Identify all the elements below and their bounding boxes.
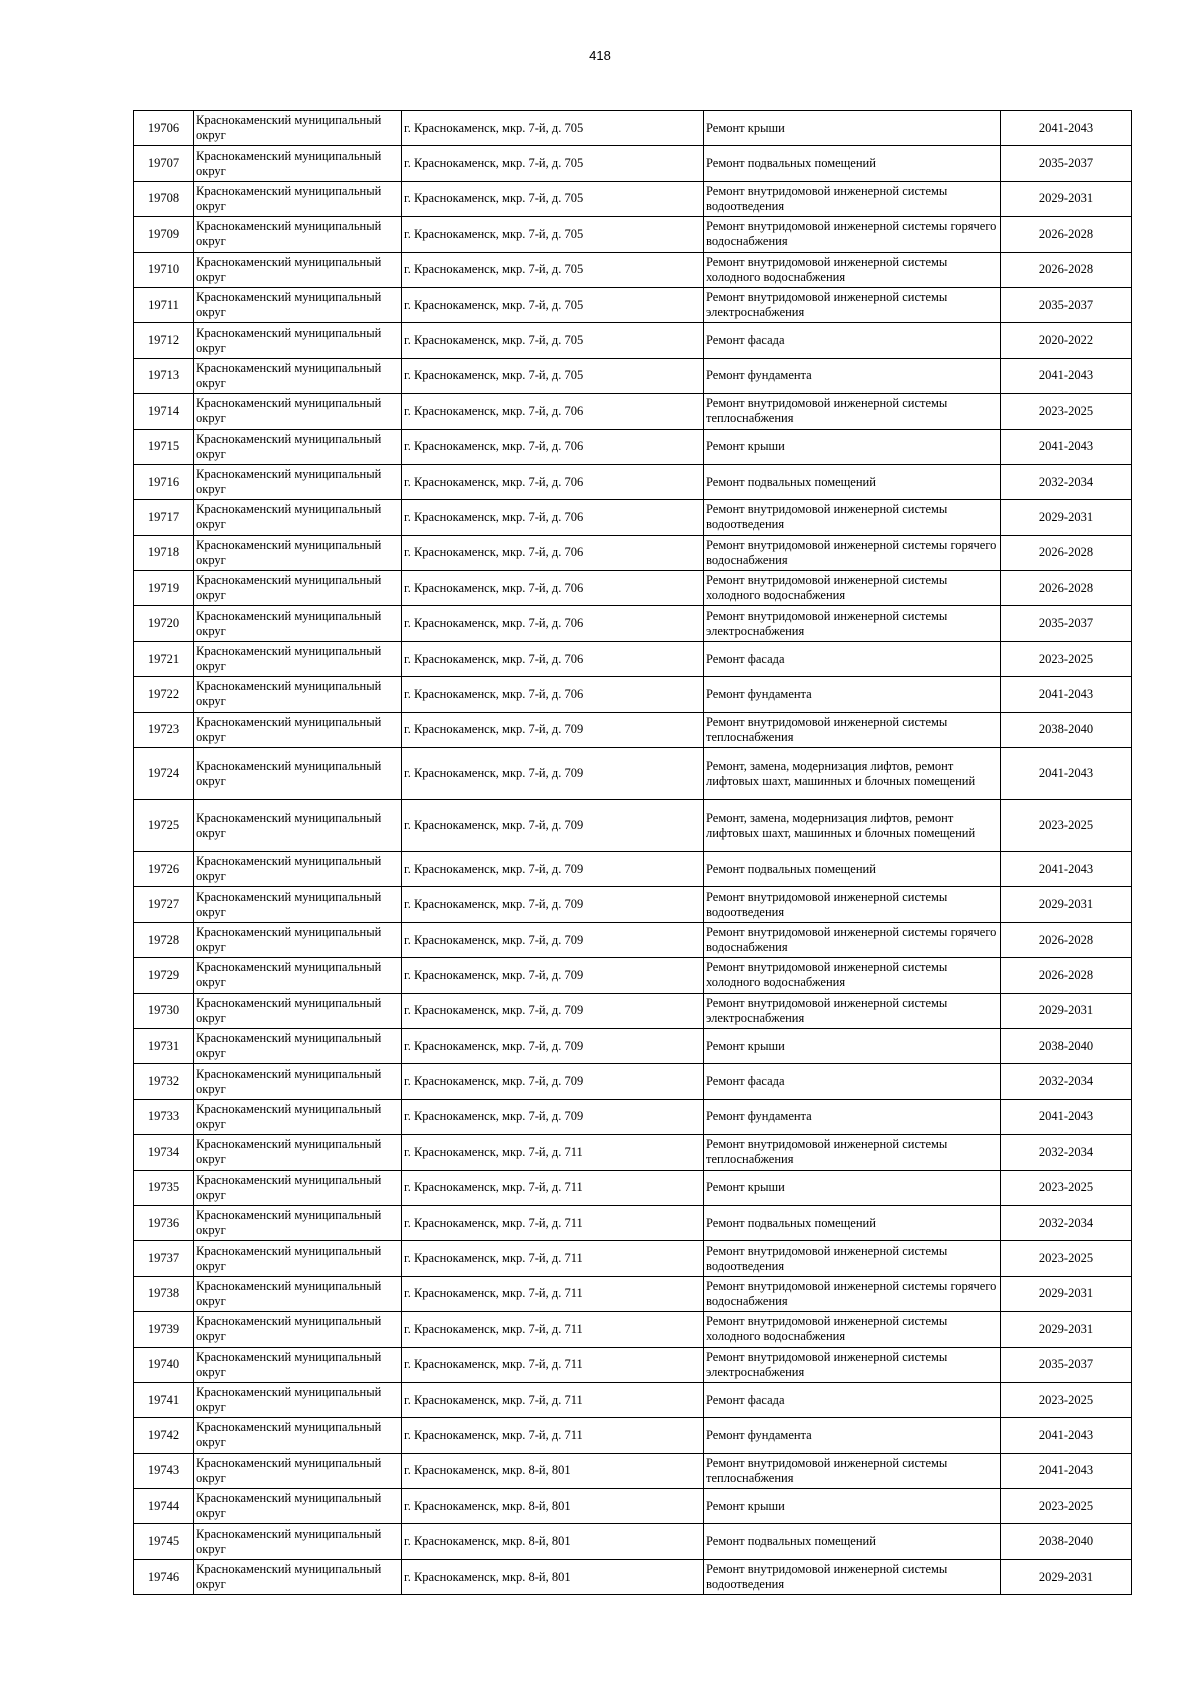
row-number-cell: 19706 <box>134 111 194 146</box>
row-number-cell: 19714 <box>134 394 194 429</box>
row-number-cell: 19732 <box>134 1064 194 1099</box>
row-number-cell: 19742 <box>134 1418 194 1453</box>
work-type-cell: Ремонт внутридомовой инженерной системы водоотведения <box>704 181 1001 216</box>
municipality-cell: Краснокаменский муниципальный округ <box>194 111 402 146</box>
municipality-cell: Краснокаменский муниципальный округ <box>194 748 402 800</box>
address-cell: г. Краснокаменск, мкр. 7-й, д. 706 <box>402 394 704 429</box>
address-cell: г. Краснокаменск, мкр. 7-й, д. 709 <box>402 712 704 747</box>
address-cell: г. Краснокаменск, мкр. 7-й, д. 706 <box>402 500 704 535</box>
row-number-cell: 19720 <box>134 606 194 641</box>
municipality-cell: Краснокаменский муниципальный округ <box>194 887 402 922</box>
municipality-cell: Краснокаменский муниципальный округ <box>194 252 402 287</box>
row-number-cell: 19727 <box>134 887 194 922</box>
period-cell: 2041-2043 <box>1001 852 1132 887</box>
address-cell: г. Краснокаменск, мкр. 7-й, д. 706 <box>402 641 704 676</box>
municipality-cell: Краснокаменский муниципальный округ <box>194 323 402 358</box>
work-type-cell: Ремонт внутридомовой инженерной системы горячего водоснабжения <box>704 217 1001 252</box>
row-number-cell: 19717 <box>134 500 194 535</box>
table-row <box>134 535 1132 570</box>
municipality-cell: Краснокаменский муниципальный округ <box>194 1418 402 1453</box>
period-cell: 2023-2025 <box>1001 1170 1132 1205</box>
period-cell: 2023-2025 <box>1001 1241 1132 1276</box>
address-cell: г. Краснокаменск, мкр. 7-й, д. 711 <box>402 1276 704 1311</box>
row-number-cell: 19744 <box>134 1489 194 1524</box>
row-number-cell: 19721 <box>134 641 194 676</box>
row-number-cell: 19738 <box>134 1276 194 1311</box>
period-cell: 2041-2043 <box>1001 1099 1132 1134</box>
municipality-cell: Краснокаменский муниципальный округ <box>194 922 402 957</box>
work-type-cell: Ремонт фундамента <box>704 677 1001 712</box>
table-row <box>134 500 1132 535</box>
work-type-cell: Ремонт внутридомовой инженерной системы водоотведения <box>704 500 1001 535</box>
municipality-cell: Краснокаменский муниципальный округ <box>194 852 402 887</box>
work-type-cell: Ремонт подвальных помещений <box>704 1205 1001 1240</box>
municipality-cell: Краснокаменский муниципальный округ <box>194 1489 402 1524</box>
table-row <box>134 958 1132 993</box>
period-cell: 2023-2025 <box>1001 1382 1132 1417</box>
period-cell: 2038-2040 <box>1001 1524 1132 1559</box>
work-type-cell: Ремонт внутридомовой инженерной системы теплоснабжения <box>704 394 1001 429</box>
municipality-cell: Краснокаменский муниципальный округ <box>194 712 402 747</box>
work-type-cell: Ремонт внутридомовой инженерной системы электроснабжения <box>704 606 1001 641</box>
municipality-cell: Краснокаменский муниципальный округ <box>194 1453 402 1488</box>
work-type-cell: Ремонт крыши <box>704 429 1001 464</box>
row-number-cell: 19711 <box>134 287 194 322</box>
period-cell: 2038-2040 <box>1001 712 1132 747</box>
row-number-cell: 19725 <box>134 800 194 852</box>
work-type-cell: Ремонт фундамента <box>704 1418 1001 1453</box>
table-row <box>134 1347 1132 1382</box>
period-cell: 2023-2025 <box>1001 394 1132 429</box>
row-number-cell: 19745 <box>134 1524 194 1559</box>
table-row <box>134 358 1132 393</box>
work-type-cell: Ремонт внутридомовой инженерной системы теплоснабжения <box>704 1453 1001 1488</box>
work-type-cell: Ремонт внутридомовой инженерной системы теплоснабжения <box>704 712 1001 747</box>
municipality-cell: Краснокаменский муниципальный округ <box>194 429 402 464</box>
work-type-cell: Ремонт, замена, модернизация лифтов, ремонт лифтовых шахт, машинных и блочных помещений <box>704 748 1001 800</box>
work-type-cell: Ремонт подвальных помещений <box>704 1524 1001 1559</box>
period-cell: 2041-2043 <box>1001 1418 1132 1453</box>
period-cell: 2026-2028 <box>1001 958 1132 993</box>
table-row <box>134 217 1132 252</box>
municipality-cell: Краснокаменский муниципальный округ <box>194 464 402 499</box>
table-body <box>134 111 1132 1595</box>
row-number-cell: 19716 <box>134 464 194 499</box>
work-type-cell: Ремонт внутридомовой инженерной системы горячего водоснабжения <box>704 1276 1001 1311</box>
address-cell: г. Краснокаменск, мкр. 7-й, д. 705 <box>402 323 704 358</box>
table-row <box>134 1382 1132 1417</box>
address-cell: г. Краснокаменск, мкр. 7-й, д. 711 <box>402 1312 704 1347</box>
work-type-cell: Ремонт внутридомовой инженерной системы электроснабжения <box>704 1347 1001 1382</box>
period-cell: 2029-2031 <box>1001 1276 1132 1311</box>
municipality-cell: Краснокаменский муниципальный округ <box>194 1099 402 1134</box>
row-number-cell: 19737 <box>134 1241 194 1276</box>
period-cell: 2026-2028 <box>1001 571 1132 606</box>
municipality-cell: Краснокаменский муниципальный округ <box>194 1064 402 1099</box>
table-row <box>134 922 1132 957</box>
table-row <box>134 887 1132 922</box>
period-cell: 2035-2037 <box>1001 606 1132 641</box>
address-cell: г. Краснокаменск, мкр. 7-й, д. 711 <box>402 1241 704 1276</box>
address-cell: г. Краснокаменск, мкр. 7-й, д. 706 <box>402 464 704 499</box>
period-cell: 2038-2040 <box>1001 1028 1132 1063</box>
period-cell: 2041-2043 <box>1001 748 1132 800</box>
address-cell: г. Краснокаменск, мкр. 7-й, д. 705 <box>402 287 704 322</box>
municipality-cell: Краснокаменский муниципальный округ <box>194 500 402 535</box>
table-row <box>134 571 1132 606</box>
address-cell: г. Краснокаменск, мкр. 7-й, д. 709 <box>402 922 704 957</box>
row-number-cell: 19736 <box>134 1205 194 1240</box>
row-number-cell: 19723 <box>134 712 194 747</box>
table-row <box>134 1418 1132 1453</box>
period-cell: 2023-2025 <box>1001 641 1132 676</box>
work-type-cell: Ремонт подвальных помещений <box>704 852 1001 887</box>
period-cell: 2029-2031 <box>1001 993 1132 1028</box>
table-row <box>134 252 1132 287</box>
table-row <box>134 1276 1132 1311</box>
work-type-cell: Ремонт внутридомовой инженерной системы горячего водоснабжения <box>704 922 1001 957</box>
address-cell: г. Краснокаменск, мкр. 7-й, д. 709 <box>402 1028 704 1063</box>
municipality-cell: Краснокаменский муниципальный округ <box>194 1382 402 1417</box>
period-cell: 2026-2028 <box>1001 217 1132 252</box>
address-cell: г. Краснокаменск, мкр. 7-й, д. 711 <box>402 1382 704 1417</box>
municipality-cell: Краснокаменский муниципальный округ <box>194 1347 402 1382</box>
address-cell: г. Краснокаменск, мкр. 7-й, д. 705 <box>402 146 704 181</box>
municipality-cell: Краснокаменский муниципальный округ <box>194 641 402 676</box>
municipality-cell: Краснокаменский муниципальный округ <box>194 1276 402 1311</box>
work-type-cell: Ремонт внутридомовой инженерной системы холодного водоснабжения <box>704 958 1001 993</box>
municipality-cell: Краснокаменский муниципальный округ <box>194 1205 402 1240</box>
table-row <box>134 993 1132 1028</box>
period-cell: 2035-2037 <box>1001 287 1132 322</box>
address-cell: г. Краснокаменск, мкр. 8-й, 801 <box>402 1453 704 1488</box>
address-cell: г. Краснокаменск, мкр. 7-й, д. 706 <box>402 571 704 606</box>
period-cell: 2035-2037 <box>1001 1347 1132 1382</box>
municipality-cell: Краснокаменский муниципальный округ <box>194 1028 402 1063</box>
row-number-cell: 19715 <box>134 429 194 464</box>
address-cell: г. Краснокаменск, мкр. 7-й, д. 711 <box>402 1347 704 1382</box>
period-cell: 2029-2031 <box>1001 500 1132 535</box>
address-cell: г. Краснокаменск, мкр. 7-й, д. 711 <box>402 1135 704 1170</box>
work-type-cell: Ремонт крыши <box>704 1028 1001 1063</box>
address-cell: г. Краснокаменск, мкр. 7-й, д. 711 <box>402 1170 704 1205</box>
work-type-cell: Ремонт внутридомовой инженерной системы холодного водоснабжения <box>704 1312 1001 1347</box>
municipality-cell: Краснокаменский муниципальный округ <box>194 1524 402 1559</box>
row-number-cell: 19722 <box>134 677 194 712</box>
period-cell: 2020-2022 <box>1001 323 1132 358</box>
work-type-cell: Ремонт внутридомовой инженерной системы водоотведения <box>704 1559 1001 1594</box>
address-cell: г. Краснокаменск, мкр. 8-й, 801 <box>402 1559 704 1594</box>
period-cell: 2041-2043 <box>1001 429 1132 464</box>
table-row <box>134 429 1132 464</box>
work-type-cell: Ремонт фасада <box>704 641 1001 676</box>
municipality-cell: Краснокаменский муниципальный округ <box>194 1170 402 1205</box>
row-number-cell: 19739 <box>134 1312 194 1347</box>
page-number: 418 <box>589 48 611 63</box>
period-cell: 2029-2031 <box>1001 1559 1132 1594</box>
table-row <box>134 1453 1132 1488</box>
address-cell: г. Краснокаменск, мкр. 7-й, д. 711 <box>402 1205 704 1240</box>
municipality-cell: Краснокаменский муниципальный округ <box>194 1135 402 1170</box>
row-number-cell: 19746 <box>134 1559 194 1594</box>
work-type-cell: Ремонт подвальных помещений <box>704 146 1001 181</box>
municipality-cell: Краснокаменский муниципальный округ <box>194 1241 402 1276</box>
municipality-cell: Краснокаменский муниципальный округ <box>194 217 402 252</box>
row-number-cell: 19734 <box>134 1135 194 1170</box>
address-cell: г. Краснокаменск, мкр. 8-й, 801 <box>402 1524 704 1559</box>
address-cell: г. Краснокаменск, мкр. 7-й, д. 709 <box>402 748 704 800</box>
municipality-cell: Краснокаменский муниципальный округ <box>194 181 402 216</box>
address-cell: г. Краснокаменск, мкр. 7-й, д. 709 <box>402 887 704 922</box>
table-row <box>134 1028 1132 1063</box>
work-type-cell: Ремонт внутридомовой инженерной системы водоотведения <box>704 1241 1001 1276</box>
period-cell: 2041-2043 <box>1001 677 1132 712</box>
work-type-cell: Ремонт внутридомовой инженерной системы холодного водоснабжения <box>704 252 1001 287</box>
address-cell: г. Краснокаменск, мкр. 7-й, д. 709 <box>402 993 704 1028</box>
repair-schedule-table <box>133 110 1132 1595</box>
row-number-cell: 19741 <box>134 1382 194 1417</box>
row-number-cell: 19733 <box>134 1099 194 1134</box>
address-cell: г. Краснокаменск, мкр. 7-й, д. 706 <box>402 429 704 464</box>
row-number-cell: 19729 <box>134 958 194 993</box>
row-number-cell: 19712 <box>134 323 194 358</box>
work-type-cell: Ремонт внутридомовой инженерной системы теплоснабжения <box>704 1135 1001 1170</box>
period-cell: 2029-2031 <box>1001 1312 1132 1347</box>
address-cell: г. Краснокаменск, мкр. 7-й, д. 711 <box>402 1418 704 1453</box>
table-row <box>134 1489 1132 1524</box>
work-type-cell: Ремонт внутридомовой инженерной системы водоотведения <box>704 887 1001 922</box>
table-row <box>134 1170 1132 1205</box>
work-type-cell: Ремонт крыши <box>704 1489 1001 1524</box>
table-row <box>134 464 1132 499</box>
municipality-cell: Краснокаменский муниципальный округ <box>194 958 402 993</box>
period-cell: 2041-2043 <box>1001 358 1132 393</box>
address-cell: г. Краснокаменск, мкр. 7-й, д. 709 <box>402 958 704 993</box>
work-type-cell: Ремонт фасада <box>704 323 1001 358</box>
work-type-cell: Ремонт фундамента <box>704 1099 1001 1134</box>
table-row <box>134 287 1132 322</box>
row-number-cell: 19718 <box>134 535 194 570</box>
period-cell: 2026-2028 <box>1001 252 1132 287</box>
work-type-cell: Ремонт, замена, модернизация лифтов, ремонт лифтовых шахт, машинных и блочных помещений <box>704 800 1001 852</box>
table-row <box>134 1205 1132 1240</box>
period-cell: 2032-2034 <box>1001 464 1132 499</box>
table-row <box>134 852 1132 887</box>
period-cell: 2032-2034 <box>1001 1135 1132 1170</box>
work-type-cell: Ремонт фасада <box>704 1064 1001 1099</box>
municipality-cell: Краснокаменский муниципальный округ <box>194 1312 402 1347</box>
row-number-cell: 19710 <box>134 252 194 287</box>
row-number-cell: 19728 <box>134 922 194 957</box>
work-type-cell: Ремонт внутридомовой инженерной системы электроснабжения <box>704 287 1001 322</box>
municipality-cell: Краснокаменский муниципальный округ <box>194 146 402 181</box>
address-cell: г. Краснокаменск, мкр. 7-й, д. 705 <box>402 181 704 216</box>
work-type-cell: Ремонт внутридомовой инженерной системы горячего водоснабжения <box>704 535 1001 570</box>
row-number-cell: 19719 <box>134 571 194 606</box>
address-cell: г. Краснокаменск, мкр. 7-й, д. 705 <box>402 358 704 393</box>
municipality-cell: Краснокаменский муниципальный округ <box>194 571 402 606</box>
table-row <box>134 111 1132 146</box>
work-type-cell: Ремонт фасада <box>704 1382 1001 1417</box>
table-row <box>134 323 1132 358</box>
table-row <box>134 1099 1132 1134</box>
row-number-cell: 19731 <box>134 1028 194 1063</box>
table-row <box>134 146 1132 181</box>
period-cell: 2032-2034 <box>1001 1205 1132 1240</box>
municipality-cell: Краснокаменский муниципальный округ <box>194 287 402 322</box>
address-cell: г. Краснокаменск, мкр. 8-й, 801 <box>402 1489 704 1524</box>
table-row <box>134 800 1132 852</box>
address-cell: г. Краснокаменск, мкр. 7-й, д. 709 <box>402 800 704 852</box>
row-number-cell: 19713 <box>134 358 194 393</box>
period-cell: 2029-2031 <box>1001 181 1132 216</box>
period-cell: 2041-2043 <box>1001 1453 1132 1488</box>
municipality-cell: Краснокаменский муниципальный округ <box>194 394 402 429</box>
table-row <box>134 606 1132 641</box>
period-cell: 2023-2025 <box>1001 800 1132 852</box>
period-cell: 2035-2037 <box>1001 146 1132 181</box>
municipality-cell: Краснокаменский муниципальный округ <box>194 800 402 852</box>
municipality-cell: Краснокаменский муниципальный округ <box>194 606 402 641</box>
table-row <box>134 1559 1132 1594</box>
work-type-cell: Ремонт крыши <box>704 1170 1001 1205</box>
table-row <box>134 748 1132 800</box>
table-row <box>134 1135 1132 1170</box>
table-row <box>134 1064 1132 1099</box>
address-cell: г. Краснокаменск, мкр. 7-й, д. 706 <box>402 677 704 712</box>
row-number-cell: 19724 <box>134 748 194 800</box>
period-cell: 2029-2031 <box>1001 887 1132 922</box>
row-number-cell: 19707 <box>134 146 194 181</box>
address-cell: г. Краснокаменск, мкр. 7-й, д. 706 <box>402 535 704 570</box>
table-row <box>134 1241 1132 1276</box>
row-number-cell: 19708 <box>134 181 194 216</box>
row-number-cell: 19740 <box>134 1347 194 1382</box>
address-cell: г. Краснокаменск, мкр. 7-й, д. 705 <box>402 252 704 287</box>
period-cell: 2026-2028 <box>1001 922 1132 957</box>
address-cell: г. Краснокаменск, мкр. 7-й, д. 705 <box>402 217 704 252</box>
municipality-cell: Краснокаменский муниципальный округ <box>194 358 402 393</box>
table-row <box>134 677 1132 712</box>
table-row <box>134 181 1132 216</box>
work-type-cell: Ремонт внутридомовой инженерной системы электроснабжения <box>704 993 1001 1028</box>
row-number-cell: 19735 <box>134 1170 194 1205</box>
municipality-cell: Краснокаменский муниципальный округ <box>194 677 402 712</box>
period-cell: 2041-2043 <box>1001 111 1132 146</box>
row-number-cell: 19743 <box>134 1453 194 1488</box>
period-cell: 2023-2025 <box>1001 1489 1132 1524</box>
table-row <box>134 712 1132 747</box>
address-cell: г. Краснокаменск, мкр. 7-й, д. 705 <box>402 111 704 146</box>
work-type-cell: Ремонт крыши <box>704 111 1001 146</box>
address-cell: г. Краснокаменск, мкр. 7-й, д. 709 <box>402 1099 704 1134</box>
municipality-cell: Краснокаменский муниципальный округ <box>194 1559 402 1594</box>
work-type-cell: Ремонт подвальных помещений <box>704 464 1001 499</box>
work-type-cell: Ремонт внутридомовой инженерной системы холодного водоснабжения <box>704 571 1001 606</box>
work-type-cell: Ремонт фундамента <box>704 358 1001 393</box>
row-number-cell: 19730 <box>134 993 194 1028</box>
table-row <box>134 1312 1132 1347</box>
municipality-cell: Краснокаменский муниципальный округ <box>194 535 402 570</box>
table-row <box>134 1524 1132 1559</box>
period-cell: 2026-2028 <box>1001 535 1132 570</box>
row-number-cell: 19726 <box>134 852 194 887</box>
row-number-cell: 19709 <box>134 217 194 252</box>
table-row <box>134 394 1132 429</box>
table-row <box>134 641 1132 676</box>
address-cell: г. Краснокаменск, мкр. 7-й, д. 709 <box>402 1064 704 1099</box>
municipality-cell: Краснокаменский муниципальный округ <box>194 993 402 1028</box>
period-cell: 2032-2034 <box>1001 1064 1132 1099</box>
address-cell: г. Краснокаменск, мкр. 7-й, д. 709 <box>402 852 704 887</box>
address-cell: г. Краснокаменск, мкр. 7-й, д. 706 <box>402 606 704 641</box>
